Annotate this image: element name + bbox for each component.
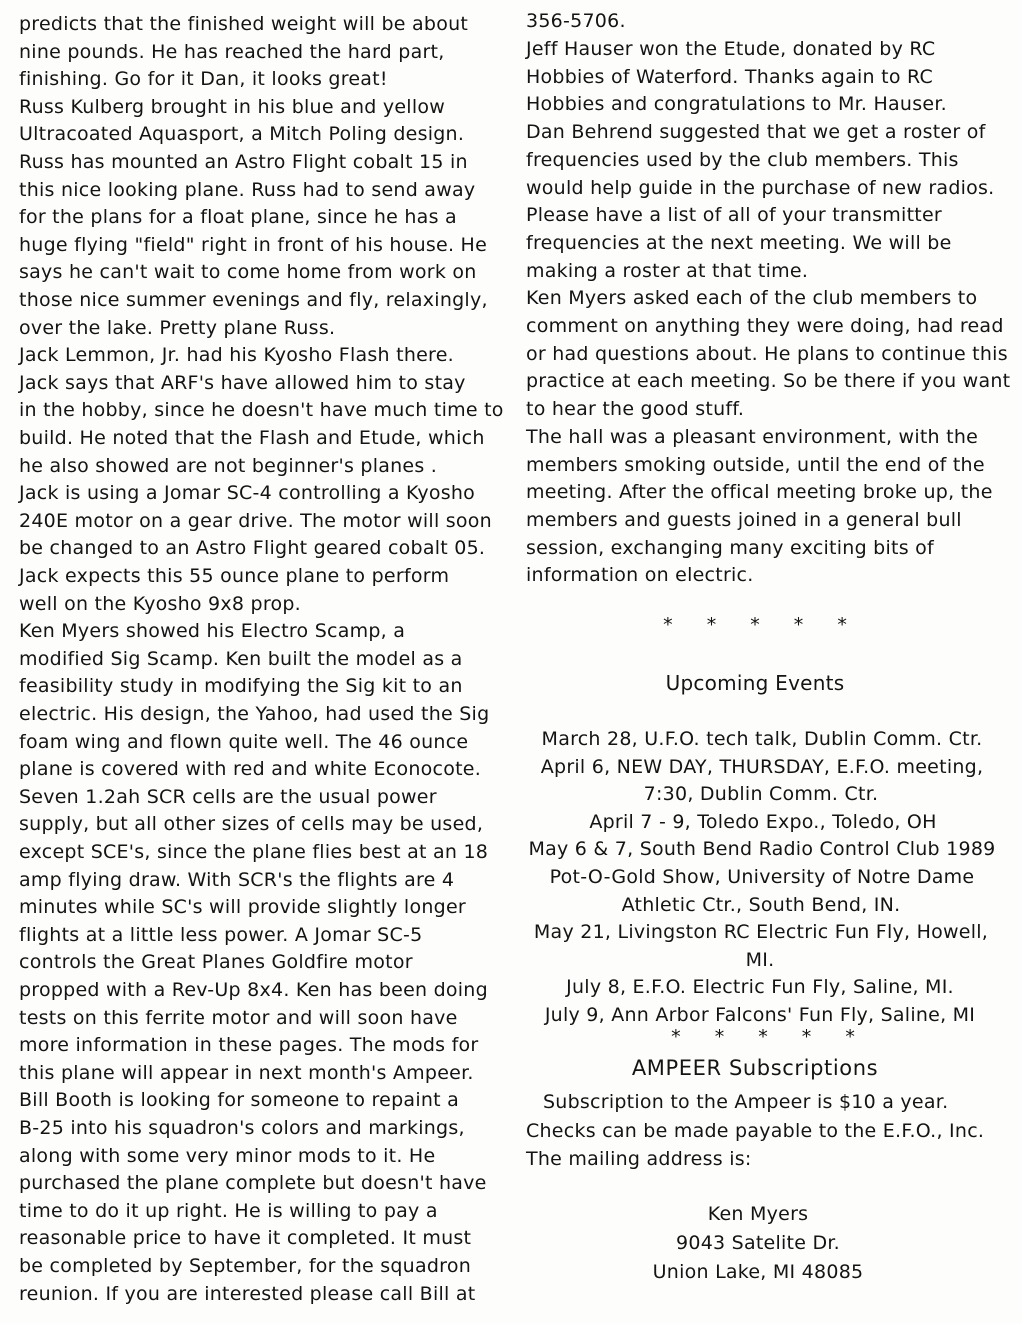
left-line: tests on this ferrite motor and will soon have <box>19 1006 458 1029</box>
left-line: B-25 into his squadron's colors and markings, <box>19 1117 465 1139</box>
left-line: 240E motor on a gear drive. The motor will soon <box>19 509 492 532</box>
left-line: Bill Booth is looking for someone to repaint a <box>19 1089 460 1112</box>
left-line: amp flying draw. With SCR's the flights are 4 <box>19 868 455 891</box>
left-line: Jack says that ARF's have allowed him to stay <box>19 371 466 394</box>
right-line: would help guide in the purchase of new radios. <box>526 176 995 199</box>
left-line: well on the Kyosho 9x8 prop. <box>19 592 301 615</box>
left-line: huge flying "field" right in front of his house. He <box>19 233 488 256</box>
left-line: Seven 1.2ah SCR cells are the usual power <box>19 785 437 808</box>
right-line: to hear the good stuff. <box>526 398 745 421</box>
left-line: electric. His design, the Yahoo, had used the Sig <box>19 703 490 725</box>
left-line: nine pounds. He has reached the hard part, <box>19 40 445 63</box>
left-line: predicts that the finished weight will be about <box>19 13 469 35</box>
left-line: along with some very minor mods to it. He <box>19 1144 436 1167</box>
left-line: Ultracoated Aquasport, a Mitch Poling design. <box>19 123 465 146</box>
right-line: session, exchanging many exciting bits of <box>526 536 934 559</box>
left-line: flights at a little less power. A Jomar SC-5 <box>19 923 423 946</box>
left-line: Russ has mounted an Astro Flight cobalt 15 in <box>19 151 468 173</box>
left-line: over the lake. Pretty plane Russ. <box>19 316 336 339</box>
right-line: members and guests joined in a general bull <box>526 508 962 531</box>
left-line: Jack expects this 55 ounce plane to perform <box>19 565 450 587</box>
right-line: members smoking outside, until the end of the <box>526 453 985 476</box>
left-line: Jack Lemmon, Jr. had his Kyosho Flash there. <box>19 344 454 367</box>
left-line: reunion. If you are interested please call Bill at <box>19 1282 476 1305</box>
right-line: Jeff Hauser won the Etude, donated by RC <box>526 38 936 60</box>
right-line: or had questions about. He plans to continue this <box>526 342 1008 365</box>
left-line: feasibility study in modifying the Sig kit to an <box>19 675 463 698</box>
left-line: more information in these pages. The mods for <box>19 1034 479 1057</box>
left-line: reasonable price to have it completed. It must <box>19 1227 472 1250</box>
subscription-line: Subscription to the Ampeer is $10 a year. <box>543 1091 949 1113</box>
right-line: comment on anything they were doing, had read <box>526 315 1004 337</box>
right-line: making a roster at that time. <box>526 259 809 282</box>
right-line: Please have a list of all of your transmitter <box>526 204 942 227</box>
left-line: purchased the plane complete but doesn't have <box>19 1172 487 1195</box>
left-line: in the hobby, since he doesn't have much time to <box>19 399 504 422</box>
left-line: those nice summer evenings and fly, relaxingly, <box>19 289 488 311</box>
left-line: Russ Kulberg brought in his blue and yellow <box>19 95 446 118</box>
right-line: Hobbies and congratulations to Mr. Hauser. <box>526 93 947 116</box>
left-line: time to do it up right. He is willing to pay a <box>19 1199 438 1222</box>
left-line: be completed by September, for the squadron <box>19 1255 471 1277</box>
left-line: build. He noted that the Flash and Etude, which <box>19 427 485 449</box>
right-line: practice at each meeting. So be there if you want <box>526 370 1011 393</box>
left-line: minutes while SC's will provide slightly longer <box>19 896 466 919</box>
left-line: supply, but all other sizes of cells may be used, <box>19 813 484 836</box>
right-line: Dan Behrend suggested that we get a roster of <box>526 121 986 144</box>
left-line: he also showed are not beginner's planes . <box>19 454 438 477</box>
subscription-line: The mailing address is: <box>526 1148 752 1170</box>
left-line: be changed to an Astro Flight geared cobalt 05. <box>19 537 486 560</box>
left-line: this nice looking plane. Russ had to send away <box>19 178 476 201</box>
left-line: for the plans for a float plane, since he has a <box>19 206 457 229</box>
right-line: 356-5706. <box>526 10 626 32</box>
left-line: controls the Great Planes Goldfire motor <box>19 951 413 974</box>
left-line: except SCE's, since the plane flies best at an 18 <box>19 841 489 863</box>
right-line: information on electric. <box>526 564 754 587</box>
right-line: Ken Myers asked each of the club members to <box>526 287 978 310</box>
left-line: this plane will appear in next month's Ampeer. <box>19 1061 474 1084</box>
left-line: says he can't wait to come home from work on <box>19 261 477 284</box>
right-line: frequencies used by the club members. This <box>526 148 959 171</box>
subscription-line: Checks can be made payable to the E.F.O., Inc. <box>526 1120 985 1142</box>
left-line: modified Sig Scamp. Ken built the model as a <box>19 647 463 670</box>
left-line: propped with a Rev-Up 8x4. Ken has been doing <box>19 979 488 1001</box>
right-line: meeting. After the offical meeting broke up, the <box>526 481 993 504</box>
left-line: foam wing and flown quite well. The 46 ounce <box>19 730 469 753</box>
right-line: The hall was a pleasant environment, with the <box>526 425 979 448</box>
newsletter-page: predicts that the finished weight will be about nine pounds. He has reached the hard part, finishing. Go for it Dan, it looks great! Russ Kulberg brought in his blue and yellow Ultracoated Aquasport, a Mitch Poling design. Russ has mounted an Astro Flight cobalt 15 in this nice looking plane. Russ had to send away for the plans for a float plane, since he has a huge flying "field" right in front of his house. He says he can't wait to come home from work on those nice summer evenings and fly, relaxingly, over the lake. Pretty plane Russ. Jack Lemmon, Jr. had his Kyosho Flash there. Jack says that ARF's have allowed him to stay in the hobby, since he doesn't have much time to build. He noted that the Flash and Etude, which he also showed are not beginner's planes . Jack is using a Jomar SC-4 controlling a Kyosho 240E motor on a gear drive. The motor will soon be changed to an Astro Flight geared cobalt 05. Jack expects this 55 ounce plane to perform well on the Kyosho 9x8 prop. Ken Myers showed his Electro Scamp, a modified Sig Scamp. Ken built the model as a feasibility study in modifying the Sig kit to an electric. His design, the Yahoo, had used the Sig foam wing and flown quite well. The 46 ounce plane is covered with red and white Econocote. Seven 1.2ah SCR cells are the usual power supply, but all other sizes of cells may be used, except SCE's, since the plane flies best at an 18 amp flying draw. With SCR's the flights are 4 minutes while SC's will provide slightly longer flights at a little less power. A Jomar SC-5 controls the Great Planes Goldfire motor propped with a Rev-Up 8x4. Ken has been doing tests on this ferrite motor and will soon have more information in these pages. The mods for this plane will appear in next month's Ampeer. Bill Booth is looking for someone to repaint a B-25 into his squadron's colors and markings, along with some very minor mods to it. He purchased the plane complete but doesn't have time to do it up right. He is willing to pay a reasonable price to have it completed. It must be completed by September, for the squadron reunion. If you are interested please call Bill at 356-5706. Jeff Hauser won the Etude, donated by RC Hobbies of Waterford. Thanks again to RC Hobbies and congratulations to Mr. Hauser. Dan Behrend suggested that we get a roster of frequencies used by the club members. This would help guide in the purchase of new radios. Please have a list of all of your transmitter frequencies at the next meeting. We will be making a roster at that time. Ken Myers asked each of the club members to comment on anything they were doing, had read or had questions about. He plans to continue this practice at each meeting. So be there if you want to hear the good stuff. The hall was a pleasant environment, with the members smoking outside, until the end of the meeting. After the offical meeting broke up, the members and guests joined in a general bull session, exchanging many exciting bits of information on electric. * * * * * Upcoming Events March 28, U.F.O. tech talk, Dublin Comm. Ctr. April 6, NEW DAY, THURSDAY, E.F.O. meeting, 7:30, Dublin Comm. Ctr. April 7 - 9, Toledo Expo., Toledo, OH May 6 & 7, South Bend Radio Control Club 1989 Pot-O-Gold Show, University of Notre Dame Athletic Ctr., South Bend, IN. May 21, Livingston RC Electric Fun Fly, Howell, MI. July 8, E.F.O. Electric Fun Fly, Saline, MI. July 9, Ann Arbor Falcons' Fun Fly, Saline, MI * * * * * AMPEER Subscriptions Subscription to the Ampeer is $10 a year. Checks can be made payable to the E.F.O., Inc. The mailing address is: Ken Myers 9043 Satelite Dr. Union Lake, MI 48085 <box>0 0 1022 1324</box>
right-line: Hobbies of Waterford. Thanks again to RC <box>526 65 934 88</box>
left-line: Ken Myers showed his Electro Scamp, a <box>19 620 406 643</box>
left-line: finishing. Go for it Dan, it looks great! <box>19 68 388 91</box>
left-line: plane is covered with red and white Econocote. <box>19 758 482 781</box>
right-line: frequencies at the next meeting. We will be <box>526 231 952 254</box>
left-line: Jack is using a Jomar SC-4 controlling a Kyosho <box>19 482 476 505</box>
